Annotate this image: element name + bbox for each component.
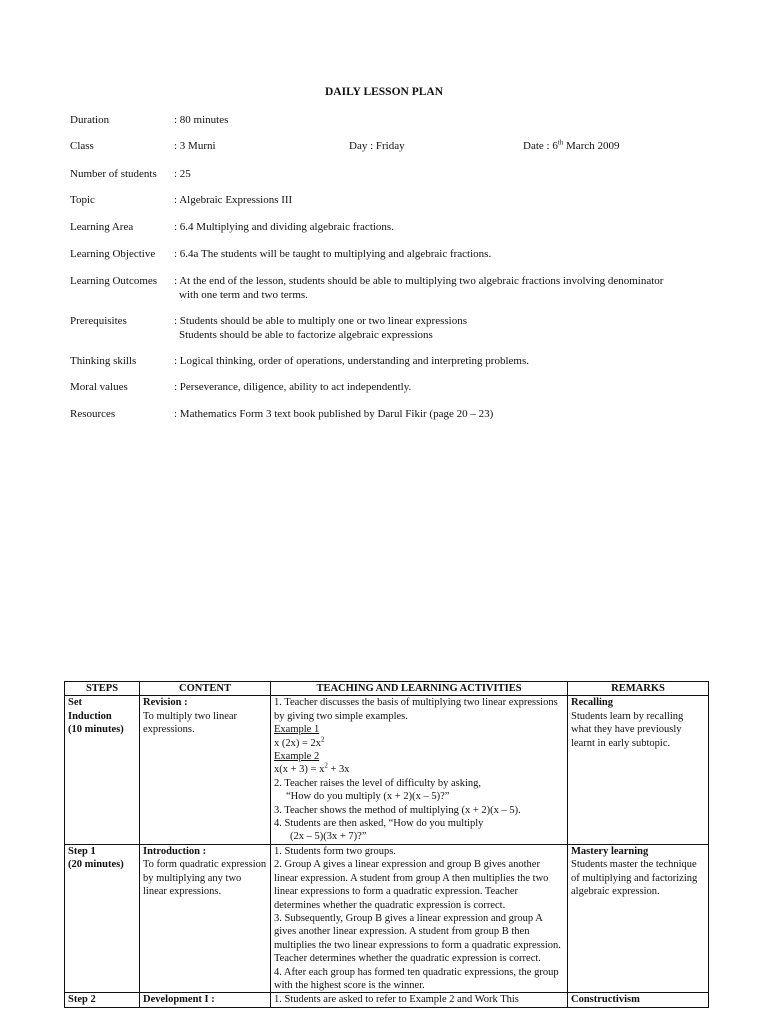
table-row-set-induction — [65, 696, 709, 844]
example-label: Example 2 — [274, 751, 320, 763]
step-cell — [65, 993, 140, 1007]
thinking-label: Thinking skills — [70, 355, 137, 367]
activity-item-cont: “How do you multiply (x + 2)(x – 5)?” — [286, 791, 450, 803]
remarks-cell — [568, 993, 709, 1007]
expression-text: x (2x) = 2x — [274, 737, 322, 749]
remark-body: Students master the technique of multiplying and factorizing algebraic expression. — [571, 859, 698, 898]
date-suffix: th — [557, 138, 564, 147]
activity-item: 3. Subsequently, Group B gives a linear expression and group A gives another linear expression. A student from group B then multiplies the two linear expressions to form a quadratic expression. Teacher determines whether the quadratic expression is correct. — [274, 912, 561, 965]
table-header-row — [65, 682, 709, 696]
step-label: Induction — [68, 710, 112, 722]
remark-heading: Mastery learning — [571, 845, 649, 857]
header-activities: TEACHING AND LEARNING ACTIVITIES — [271, 682, 568, 696]
area-label: Learning Area — [70, 221, 134, 233]
activity-item: 1. Students form two groups. — [274, 845, 396, 857]
resources-value: : Mathematics Form 3 text book published by Darul Fikir (page 20 – 23) — [174, 408, 494, 420]
content-cell — [140, 844, 271, 992]
students-label: Number of students — [70, 168, 157, 180]
step-label: Step 1 — [68, 845, 96, 857]
header-remarks: REMARKS — [568, 682, 709, 696]
example-expression — [274, 737, 564, 750]
step-label: Set — [68, 697, 82, 709]
content-heading: Revision : — [143, 697, 188, 709]
step-cell — [65, 844, 140, 992]
activity-item-cont: (2x – 5)(3x + 7)?” — [290, 831, 367, 843]
duration-value: : 80 minutes — [174, 114, 229, 126]
activity-item: 4. Students are then asked, “How do you multiply — [274, 818, 484, 830]
step-cell — [65, 696, 140, 844]
date-field — [523, 140, 620, 152]
class-value: : 3 Murni — [174, 140, 216, 152]
topic-value: : Algebraic Expressions III — [174, 194, 293, 206]
moral-value: : Perseverance, diligence, ability to act independently. — [174, 381, 412, 393]
outcomes-line1: : At the end of the lesson, students should be able to multiplying two algebraic fractions involving denominator — [174, 275, 664, 287]
remarks-cell — [568, 696, 709, 844]
table-row-step1 — [65, 844, 709, 992]
example-label: Example 1 — [274, 724, 320, 736]
step-label: Step 2 — [68, 994, 96, 1006]
topic-label: Topic — [70, 194, 95, 206]
exponent: 2 — [321, 735, 325, 744]
header-steps: STEPS — [65, 682, 140, 696]
date-value: : 6 — [546, 140, 558, 152]
class-label: Class — [70, 140, 94, 152]
remarks-cell — [568, 844, 709, 992]
day-label: Day — [349, 140, 368, 152]
area-value: : 6.4 Multiplying and dividing algebraic fractions. — [174, 221, 394, 233]
activity-item: 4. After each group has formed ten quadratic expressions, the group with the highest score is the winner. — [274, 966, 559, 991]
moral-label: Moral values — [70, 381, 128, 393]
remark-heading: Constructivism — [571, 994, 640, 1006]
activities-cell — [271, 993, 568, 1007]
prereq-line1: : Students should be able to multiply one or two linear expressions — [174, 315, 467, 327]
objective-value: : 6.4a The students will be taught to multiplying and algebraic fractions. — [174, 248, 492, 260]
objective-label: Learning Objective — [70, 248, 156, 260]
resources-label: Resources — [70, 408, 116, 420]
prereq-line2: Students should be able to factorize algebraic expressions — [179, 328, 433, 341]
activity-item: 2. Teacher raises the level of difficulty by asking, — [274, 777, 482, 789]
step-time: (20 minutes) — [68, 859, 124, 871]
day-field — [349, 140, 405, 152]
example-expression — [274, 763, 564, 776]
content-body: To form quadratic expression by multiplying any two linear expressions. — [143, 859, 267, 898]
date-label: Date — [523, 140, 544, 152]
content-cell — [140, 993, 271, 1007]
step-time: (10 minutes) — [68, 724, 124, 736]
outcomes-label: Learning Outcomes — [70, 275, 158, 287]
activity-item: 2. Group A gives a linear expression and group B gives another linear expression. A student from group A then multiplies the two linear expressions to form a quadratic expression. Teacher determines whether the quadratic expression is correct. — [274, 859, 549, 911]
outcomes-line2: with one term and two terms. — [179, 288, 308, 301]
remark-body: Students learn by recalling what they have previously learnt in early subtopic. — [571, 710, 684, 749]
duration-label: Duration — [70, 114, 110, 126]
header-content: CONTENT — [140, 682, 271, 696]
content-heading: Development I : — [143, 994, 215, 1006]
table-row-step2 — [65, 993, 709, 1007]
remark-heading: Recalling — [571, 697, 613, 709]
activities-cell — [271, 844, 568, 992]
day-value: : Friday — [370, 140, 405, 152]
activity-item: 3. Teacher shows the method of multiplying (x + 2)(x – 5). — [274, 804, 521, 816]
expression-text: x(x + 3) = x — [274, 764, 325, 776]
lesson-table — [64, 681, 709, 1008]
activity-item: 1. Teacher discusses the basis of multiplying two linear expressions by giving two simple examples. — [274, 697, 558, 722]
activities-cell — [271, 696, 568, 844]
students-value: : 25 — [174, 168, 191, 180]
content-heading: Introduction : — [143, 845, 207, 857]
page-title: DAILY LESSON PLAN — [324, 86, 443, 98]
activity-item: 1. Students are asked to refer to Example 2 and Work This — [274, 994, 519, 1006]
content-cell — [140, 696, 271, 844]
prereq-label: Prerequisites — [70, 315, 127, 327]
content-body: To multiply two linear expressions. — [143, 710, 238, 736]
date-rest: March 2009 — [563, 140, 620, 152]
exponent: 2 — [324, 761, 328, 770]
expression-text: + 3x — [327, 764, 350, 776]
thinking-value: : Logical thinking, order of operations, understanding and interpreting problems. — [174, 355, 529, 367]
